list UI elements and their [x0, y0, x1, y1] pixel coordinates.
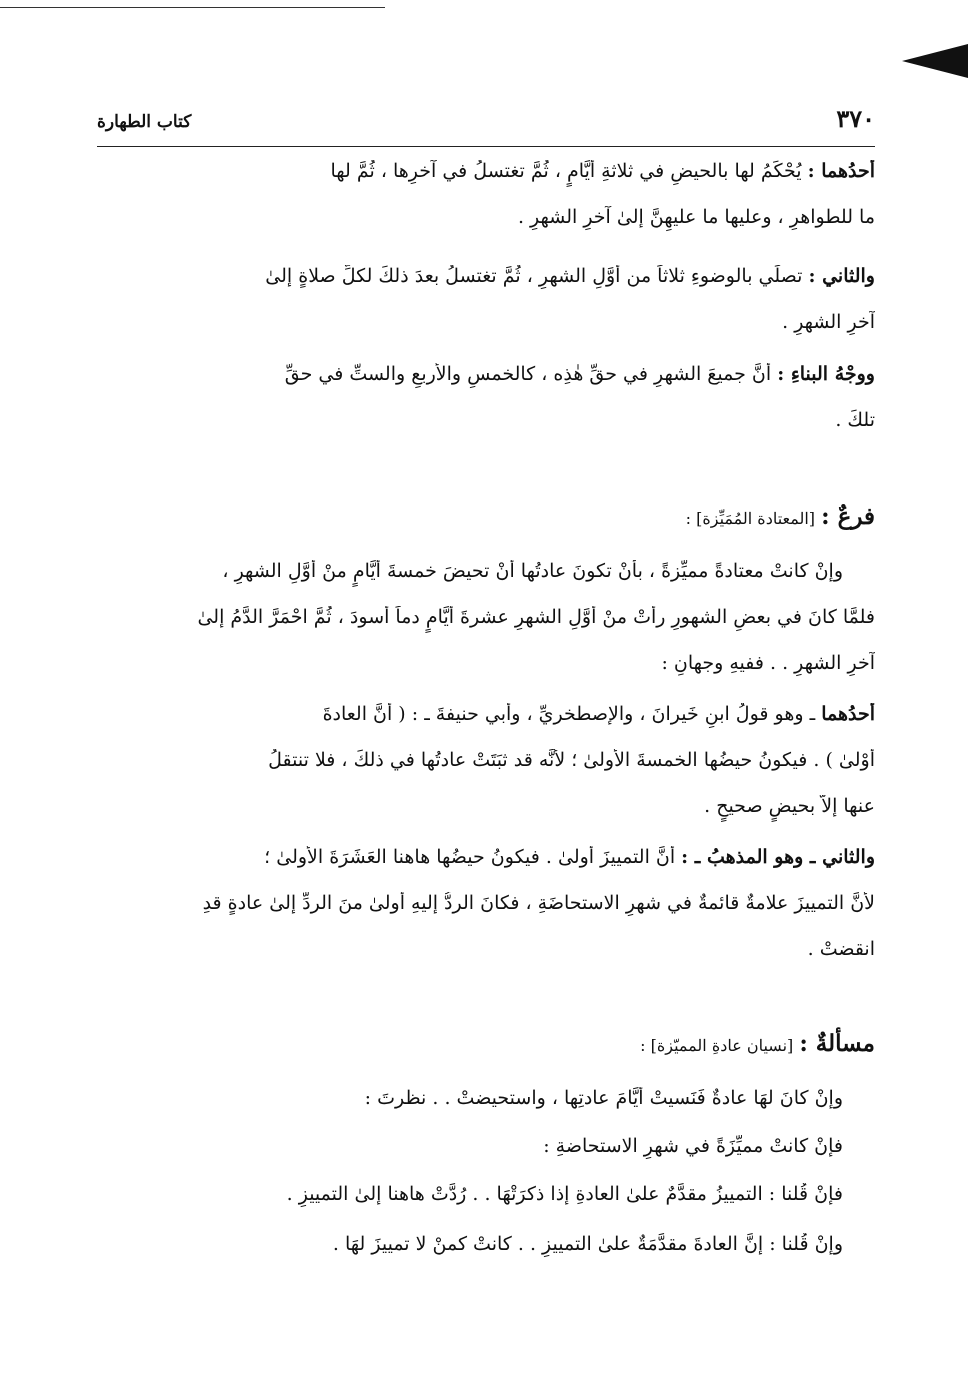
paragraph-line-text: ـ وهو قولُ ابنِ خَيرانَ ، والإصطخريِّ ، وأبي حنيفةَ ـ : ( أنَّ العادةَ — [322, 703, 816, 725]
paragraph-lead: ووجْهُ البناءِ : — [777, 363, 875, 385]
paragraph-line: عنها إلاَّ بحيضٍ صحيحٍ . — [704, 795, 875, 817]
section-heading-line — [97, 503, 875, 531]
page-number: ٣٧٠ — [836, 104, 875, 133]
paragraph-line: لأنَّ التمييزَ علامةٌ قائمةٌ في شهرِ الاستحاضَةِ ، فكانَ الردُّ إليهِ أَولىٰ منَ الردِّ إلىٰ عادةٍ قدِ — [202, 892, 875, 914]
section-heading-subtitle: [المعتادة المُمَيِّزة] : — [685, 509, 816, 528]
paragraph-line: ما للطواهرِ ، وعليها ما عليهِنَّ إلىٰ آخرِ الشهرِ . — [517, 206, 875, 228]
paragraph — [97, 363, 875, 455]
paragraph-line — [97, 703, 875, 749]
paragraph — [97, 265, 875, 357]
paragraph-line-text: يُحْكَمُ لها بالحيضِ في ثلاثةِ أيَّامٍ ، ثُمَّ تغتسلُ في آخرِها ، ثُمَّ لها — [330, 160, 802, 182]
paragraph — [97, 703, 875, 841]
header-rule — [97, 146, 875, 147]
paragraph — [97, 160, 875, 252]
page-header — [97, 100, 875, 146]
paragraph-lead: والثاني : — [808, 265, 875, 287]
section-heading-line — [97, 1030, 875, 1058]
book-title: كتاب الطهارة — [97, 112, 192, 132]
paragraph-line: آخرِ الشهرِ . — [782, 311, 875, 333]
paragraph — [97, 560, 875, 698]
section-heading — [97, 503, 875, 531]
paragraph-line: وإنْ قُلنا : إنَّ العادةَ مقدَّمَةٌ علىٰ التمييزِ . . كانتْ كمنْ لا تمييزَ لهَا . — [332, 1233, 843, 1255]
paragraph-line-text: أنَّ التمييزَ أولىٰ . فيكونُ حيضُها هاهنا العَشَرَةَ الأُولىٰ ؛ — [264, 846, 676, 868]
paragraph-lead: والثاني ـ وهو المذهبُ ـ : — [681, 846, 875, 868]
paragraph-line: انقضتْ . — [807, 938, 875, 960]
paragraph-line: آخرِ الشهرِ . . ففيهِ وجهانِ : — [661, 652, 875, 674]
paragraph-line: تلكَ . — [835, 409, 875, 431]
section-heading — [97, 1030, 875, 1058]
paragraph-line: فإنْ كانتْ مميِّزَةً في شهرِ الاستحاضةِ : — [543, 1135, 843, 1157]
paragraph-line — [97, 363, 875, 409]
paragraph-line: فلمَّا كانَ في بعضِ الشهورِ رأتْ منْ أوَّلِ الشهرِ عشرةَ أيَّامٍ دماً أسودَ ، ثُمَّ احْمَرَّ الدَّمُ إلىٰ — [197, 606, 875, 628]
paragraph-line-text: أنَّ جميعَ الشهرِ في حقِّ هٰذِه ، كالخمسِ والأربعِ والستِّ في حقِّ — [284, 363, 772, 385]
paragraph-line: أَوْلىٰ ) . فيكونُ حيضُها الخمسةَ الأُولىٰ ؛ لأنَّه قد ثبَتَتْ عادتُها في ذلكَ ، فلا تنتقلُ — [268, 749, 875, 771]
paragraph-line — [97, 265, 875, 311]
section-heading-title: مسألةٌ : — [799, 1030, 875, 1057]
paragraph-line-text: تصلِّي بالوضوءِ ثلاثاً من أوَّلِ الشهرِ ، ثُمَّ تغتسلُ بعدَ ذلكَ لكلِّ صلاةٍ إلىٰ — [265, 265, 803, 287]
paragraph-line — [97, 160, 875, 206]
paragraph-line — [97, 846, 875, 892]
paragraph-line: وإنْ كانتْ معتادةً مميِّزةً ، بأنْ تكونَ عادتُها أنْ تحيضَ خمسةَ أيَّامٍ منْ أوَّلِ الشهرِ ، — [222, 560, 843, 582]
section-heading-subtitle: [نسيان عادةِ المميّزة] : — [640, 1036, 794, 1055]
paragraph-line: فإنْ قُلنا : التمييزُ مقدَّمٌ علىٰ العادةِ إذا ذكرَتْهَا . . رُدَّتْ هاهنا إلىٰ التمييزِ . — [286, 1183, 843, 1205]
paragraph — [97, 846, 875, 984]
top-rule — [0, 7, 385, 8]
paragraph-lead: أحدُهما — [821, 703, 875, 725]
paragraph-line: وإنْ كانَ لهَا عادةٌ فَنَسيتْ أيَّامَ عادتِها ، واستحيضتْ . . نظرتَ : — [364, 1087, 843, 1109]
section-heading-title: فرعٌ : — [821, 503, 875, 530]
paragraph-lead: أحدُهما : — [807, 160, 875, 182]
corner-mark — [902, 44, 968, 78]
paragraph — [97, 1087, 875, 1279]
